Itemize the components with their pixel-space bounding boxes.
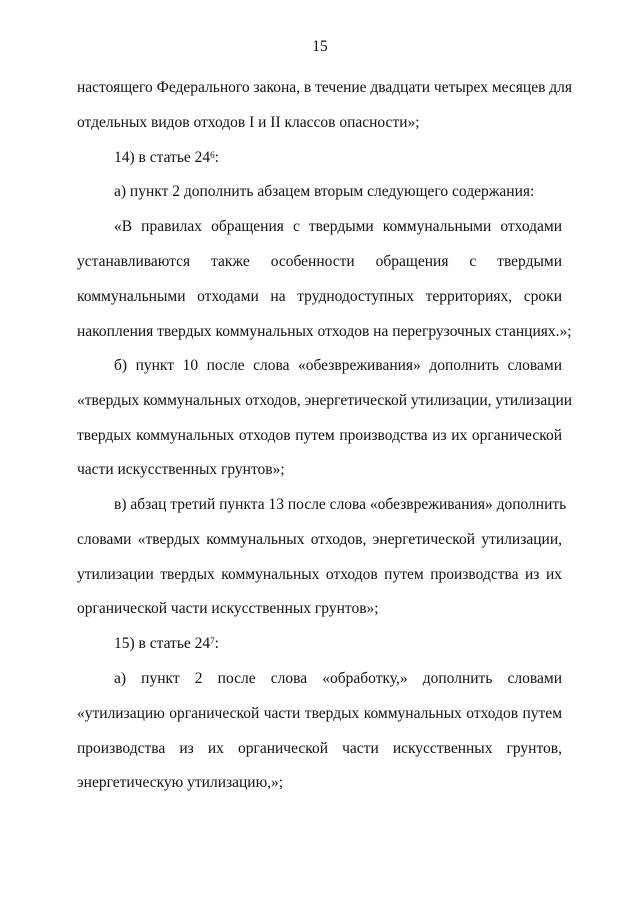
- item-15-heading: [114, 635, 562, 653]
- text-line: «твердых коммунальных отходов, энергетической утилизации, утилизации: [77, 392, 573, 409]
- text-line: утилизации твердых коммунальных отходов путем производства из их: [77, 566, 562, 583]
- text-line: отдельных видов отходов I и II классов опасности»;: [77, 114, 420, 131]
- text-line: органической части искусственных грунтов»;: [77, 600, 379, 617]
- text-line: устанавливаются также особенности обращения с твердыми: [77, 253, 562, 270]
- text-line: а) пункт 2 дополнить абзацем вторым следующего содержания:: [114, 183, 535, 200]
- text-line: коммунальными отходами на труднодоступных территориях, сроки: [77, 288, 562, 305]
- text-line: а) пункт 2 после слова «обработку,» дополнить словами: [114, 670, 562, 687]
- item-15-superscript: 7: [210, 636, 215, 646]
- text-line: в) абзац третий пункта 13 после слова «обезвреживания» дополнить: [114, 496, 567, 513]
- item-14-superscript: 6: [210, 150, 215, 160]
- item-15-suffix: :: [214, 635, 219, 652]
- text-line: энергетическую утилизацию,»;: [77, 774, 284, 791]
- text-line: «утилизацию органической части твердых коммунальных отходов путем: [77, 705, 562, 722]
- page-number: 15: [312, 38, 328, 55]
- item-14-suffix: :: [214, 149, 219, 166]
- text-line: части искусственных грунтов»;: [77, 461, 285, 478]
- item-15-prefix: 15) в статье 24: [114, 635, 211, 652]
- text-line: производства из их органической части искусственных грунтов,: [77, 740, 562, 757]
- text-line: словами «твердых коммунальных отходов, энергетической утилизации,: [77, 531, 562, 548]
- text-line: б) пункт 10 после слова «обезвреживания» дополнить словами: [114, 357, 562, 374]
- text-line: настоящего Федерального закона, в течение двадцати четырех месяцев для: [77, 79, 573, 96]
- item-14-prefix: 14) в статье 24: [114, 149, 211, 166]
- text-line: «В правилах обращения с твердыми коммунальными отходами: [114, 218, 562, 235]
- text-line: накопления твердых коммунальных отходов на перегрузочных станциях.»;: [77, 323, 572, 340]
- item-14-heading: [114, 149, 562, 167]
- text-line: твердых коммунальных отходов путем производства из их органической: [77, 427, 562, 444]
